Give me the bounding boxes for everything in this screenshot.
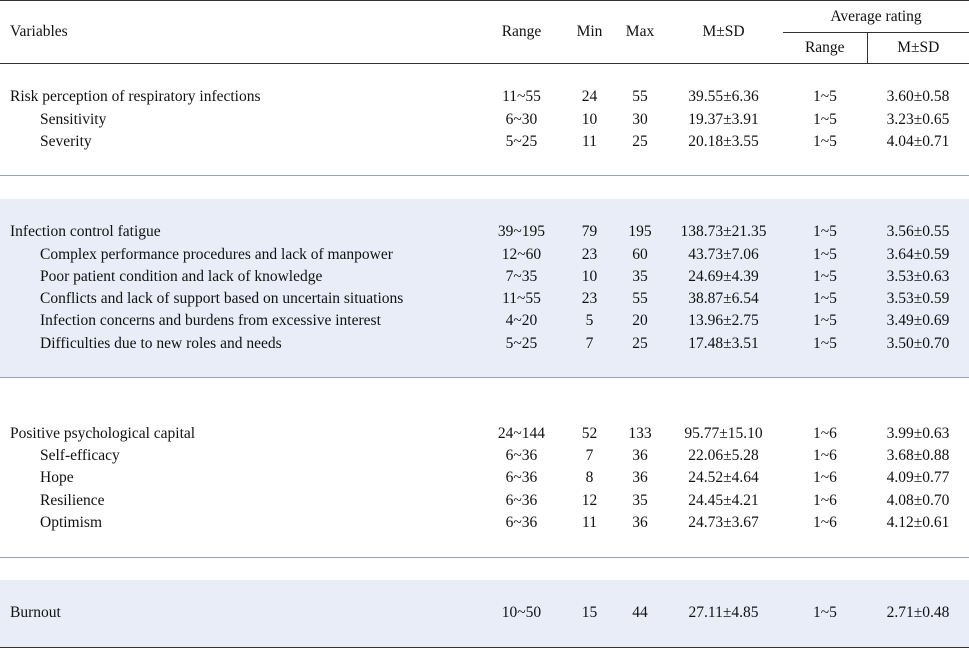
header-min: Min [563,1,616,64]
table-row-main [0,423,969,445]
group-spacer [0,355,969,378]
cell-variable: Sensitivity [40,110,107,128]
cell-avg-msd: 3.23±0.65 [886,110,950,128]
cell-msd: 24.52±4.64 [688,469,759,487]
cell-avg-range: 1~6 [813,447,837,465]
table-row-sub [0,131,969,153]
table-row-sub [0,467,969,489]
cell-avg-msd: 3.53±0.59 [867,288,969,310]
cell-msd: 24.45±4.21 [688,491,759,509]
cell-max: 44 [616,602,664,624]
cell-range: 4~20 [480,310,563,332]
header-variables: Variables [0,1,480,64]
cell-avg-msd: 3.64±0.59 [867,243,969,265]
cell-avg-msd: 3.99±0.63 [886,424,950,442]
cell-variable: Difficulties due to new roles and needs [0,333,480,355]
group-spacer [0,534,969,557]
cell-avg-msd: 2.71±0.48 [867,602,969,624]
cell-avg-range: 1~5 [783,310,867,332]
cell-max: 30 [632,110,648,128]
cell-avg-range: 1~5 [813,88,837,106]
table-row-sub [0,109,969,131]
cell-avg-msd: 3.49±0.69 [867,310,969,332]
table-row-main [0,221,969,243]
header-average-rating: Average rating [783,1,969,33]
cell-msd: 138.73±21.35 [664,221,783,243]
cell-max: 60 [616,243,664,265]
group-spacer [0,153,969,176]
table-row-sub [0,288,969,310]
header-range: Range [480,1,563,64]
cell-avg-msd: 3.56±0.55 [867,221,969,243]
header-avg-msd: M±SD [867,33,969,64]
cell-avg-range: 1~6 [813,424,837,442]
cell-max: 20 [616,310,664,332]
cell-avg-range: 1~5 [783,602,867,624]
table-body [0,64,969,648]
table-row-sub [0,445,969,467]
cell-min: 8 [585,469,594,487]
cell-range: 12~60 [480,243,563,265]
cell-variable: Conflicts and lack of support based on uncertain situations [0,288,480,310]
cell-min: 10 [581,110,598,128]
cell-msd: 20.18±3.55 [688,133,759,151]
cell-max: 195 [616,221,664,243]
cell-msd: 17.48±3.51 [664,333,783,355]
cell-min: 12 [581,491,598,509]
cell-avg-range: 1~6 [813,491,837,509]
cell-variable: Infection concerns and burdens from excessive interest [0,310,480,332]
cell-max: 35 [616,266,664,288]
cell-msd: 95.77±15.10 [684,424,763,442]
table-row-main [0,86,969,108]
cell-range: 6~36 [505,491,538,509]
cell-range: 6~36 [505,469,538,487]
cell-avg-msd: 4.12±0.61 [886,514,950,532]
cell-range: 6~36 [505,447,538,465]
group-spacer [0,199,969,221]
header-max: Max [616,1,664,64]
table-row-sub [0,310,969,332]
cell-variable: Risk perception of respiratory infections [10,88,261,106]
cell-max: 25 [632,133,648,151]
cell-range: 39~195 [480,221,563,243]
cell-avg-range: 1~5 [813,110,837,128]
cell-max: 133 [628,424,652,442]
cell-range: 5~25 [480,333,563,355]
cell-range: 6~36 [505,514,538,532]
group-divider [0,557,969,580]
group-spacer [0,624,969,647]
cell-msd: 24.69±4.39 [664,266,783,288]
group-spacer [0,580,969,602]
cell-variable: Poor patient condition and lack of knowledge [0,266,480,288]
cell-range: 7~35 [480,266,563,288]
cell-min: 11 [582,133,597,151]
cell-avg-range: 1~6 [813,514,837,532]
table-row-sub [0,490,969,512]
cell-msd: 19.37±3.91 [688,110,759,128]
cell-variable: Resilience [40,491,105,509]
group-divider [0,378,969,401]
header-avg-range: Range [783,33,867,64]
cell-avg-range: 1~5 [813,133,837,151]
header-msd: M±SD [664,1,783,64]
cell-max: 36 [632,514,648,532]
cell-max: 36 [632,469,648,487]
cell-msd: 43.73±7.06 [664,243,783,265]
cell-max: 36 [632,447,648,465]
cell-min: 11 [582,514,597,532]
cell-msd: 39.55±6.36 [688,88,759,106]
cell-max: 25 [616,333,664,355]
cell-variable: Hope [40,469,74,487]
cell-variable: Burnout [0,602,480,624]
cell-avg-msd: 4.04±0.71 [886,133,950,151]
cell-avg-range: 1~5 [783,221,867,243]
cell-min: 23 [563,243,616,265]
cell-min: 24 [581,88,598,106]
cell-msd: 38.87±6.54 [664,288,783,310]
cell-range: 5~25 [505,133,538,151]
table-row-sub [0,266,969,288]
cell-variable: Optimism [40,514,103,532]
cell-avg-msd: 4.08±0.70 [886,491,950,509]
cell-msd: 27.11±4.85 [664,602,783,624]
cell-avg-range: 1~5 [783,288,867,310]
cell-max: 35 [632,491,648,509]
group-divider [0,176,969,199]
cell-variable: Positive psychological capital [10,424,196,442]
cell-msd: 22.06±5.28 [688,447,759,465]
table-row-sub [0,243,969,265]
table-row-sub [0,333,969,355]
cell-avg-range: 1~6 [813,469,837,487]
cell-variable: Infection control fatigue [0,221,480,243]
cell-variable: Self-efficacy [40,447,120,465]
cell-range: 6~30 [505,110,538,128]
cell-range: 10~50 [480,602,563,624]
table-row-main [0,602,969,624]
cell-variable: Complex performance procedures and lack of manpower [0,243,480,265]
cell-min: 52 [581,424,598,442]
cell-range: 24~144 [497,424,546,442]
cell-max: 55 [616,288,664,310]
cell-range: 11~55 [502,88,541,106]
cell-avg-msd: 3.50±0.70 [867,333,969,355]
cell-avg-range: 1~5 [783,333,867,355]
cell-avg-range: 1~5 [783,243,867,265]
cell-avg-msd: 4.09±0.77 [886,469,950,487]
cell-avg-msd: 3.60±0.58 [886,88,950,106]
cell-msd: 24.73±3.67 [688,514,759,532]
cell-min: 7 [563,333,616,355]
cell-min: 15 [563,602,616,624]
cell-avg-range: 1~5 [783,266,867,288]
cell-min: 79 [563,221,616,243]
cell-variable: Severity [40,133,92,151]
table-header [0,1,969,64]
cell-msd: 13.96±2.75 [664,310,783,332]
cell-min: 7 [585,447,594,465]
group-spacer [0,64,969,87]
cell-min: 10 [563,266,616,288]
cell-max: 55 [632,88,648,106]
table-row-sub [0,512,969,534]
cell-range: 11~55 [480,288,563,310]
group-spacer [0,400,969,422]
cell-avg-msd: 3.53±0.63 [867,266,969,288]
cell-min: 5 [563,310,616,332]
cell-avg-msd: 3.68±0.88 [886,447,950,465]
cell-min: 23 [563,288,616,310]
